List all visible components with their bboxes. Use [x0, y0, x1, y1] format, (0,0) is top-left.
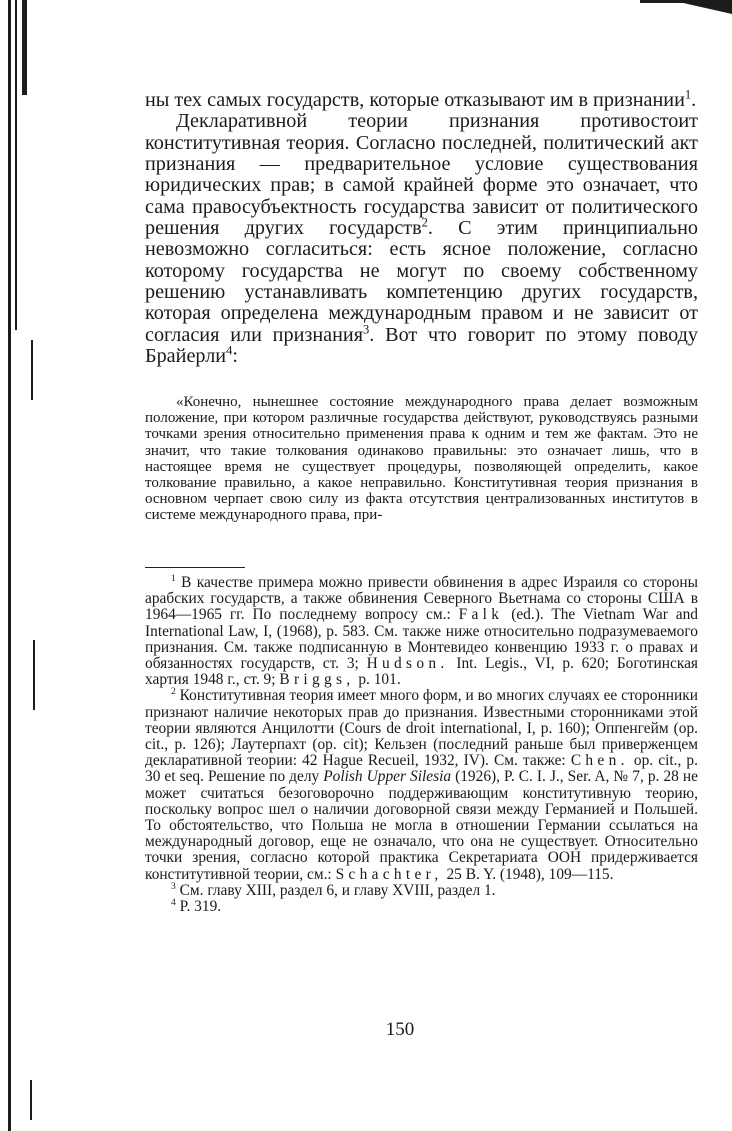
- footnote-ref-3: 3: [363, 322, 370, 337]
- paragraph-constitutive-theory: Декларативной теории признания противостоит конститутивная теория. Согласно последней, политический акт признания — предварительное условие существования юридических прав; в самой крайней форме это означает, что сама правосубъектность государства зависит от политического решения других государств$^2$. С этим принципиально невозможно согласиться: есть ясное положение, согласно которому государства не могут по своему собственному решению устанавливать компетенцию других государств, которая определена международным правом и не зависит от согласия или признания$^3$. Вот что говорит по этому поводу Брайерли$^4$:: [145, 110, 699, 368]
- paragraph-continuation: ны тех самых государств, которые отказывают им в признании$^1$.: [145, 87, 697, 111]
- page-number: 150: [385, 1019, 415, 1040]
- scan-edge-left-mark: [31, 340, 33, 400]
- footnote-separator: [145, 567, 245, 568]
- scan-edge-left-inner-2: [22, 0, 27, 95]
- scan-edge-left-mark-2: [33, 640, 35, 710]
- block-quote: [145, 394, 698, 524]
- scan-corner: [670, 0, 732, 14]
- footnote-2: $^2$ Конститутивная теория имеет много форм, и во многих случаях ее сторонники признают наличие некоторых прав до признания. Известными сторонниками этой теории являются Анцилотти (Cours de droit international, I, p. 160); Оппенгейм (op. cit., p. 126); Лаутерпахт (op. cit); Кельзен (последний раньше был приверженцем декларативной теории: 42 Hague Recueil, 1932, IV). См. также: Chen. op. cit., p. 30 et seq. Решение по делу Polish Upper Silesia (1926), P. C. I. J., Ser. A, № 7, p. 28 не может считаться безоговорочно поддерживающим конститутивную теорию, поскольку вопрос шел о наличии договорной связи между Германией и Польшей. То обстоятельство, что Польша не могла в отношении Германии ссылаться на международный договор, еще не означало, что она не существует. Относительно точки зрения, согласно которой практика Секретариата ООН придерживается конститутивной теории, см.: Schachter, 25 B. Y. (1948), 109—115.: [145, 686, 698, 883]
- scan-edge-left-mark-3: [30, 1080, 32, 1120]
- main-text: [145, 87, 699, 368]
- footnote-ref-4: 4: [226, 343, 233, 358]
- footnote-ref-2: 2: [421, 215, 428, 230]
- footnotes: [145, 572, 698, 916]
- scan-edge-left: [8, 0, 11, 1131]
- footnote-ref-1: 1: [684, 87, 692, 102]
- footnote-1: $^1$ В качестве примера можно привести обвинения в адрес Израиля со стороны арабских государств, а также обвинения Северного Вьетнама со стороны США в 1964—1965 гг. По последнему вопросу см.: Falk (ed.). The Vietnam War and International Law, I, (1968), p. 583. См. также ниже относительно подразумеваемого признания. См. также подписанную в Монтевидео конвенцию 1933 г. о правах и обязанностях государств, ст. 3; Hudson. Int. Legis., VI, p. 620; Боготинская хартия 1948 г., ст. 9; Briggs, p. 101.: [145, 572, 698, 689]
- footnote-3: $^3$ См. главу XIII, раздел 6, и главу XVIII, раздел 1.: [171, 880, 496, 899]
- quote-text: «Конечно, нынешнее состояние международного права делает возможным положение, при котором различные государства действуют, руководствуясь разными точками зрения относительно применения права к одним и тем же фактам. Это не значит, что такие толкования одинаково правильны: это означает лишь, что в настоящее время не существует процедуры, позволяющей определить, какое толкование правильно, а какое неправильно. Конститутивная теория признания в основном черпает свою силу из факта отсутствия централизованных институтов в системе международного права, при-: [145, 394, 698, 524]
- footnote-4: $^4$ P. 319.: [171, 896, 222, 916]
- scan-edge-left-inner: [15, 0, 17, 330]
